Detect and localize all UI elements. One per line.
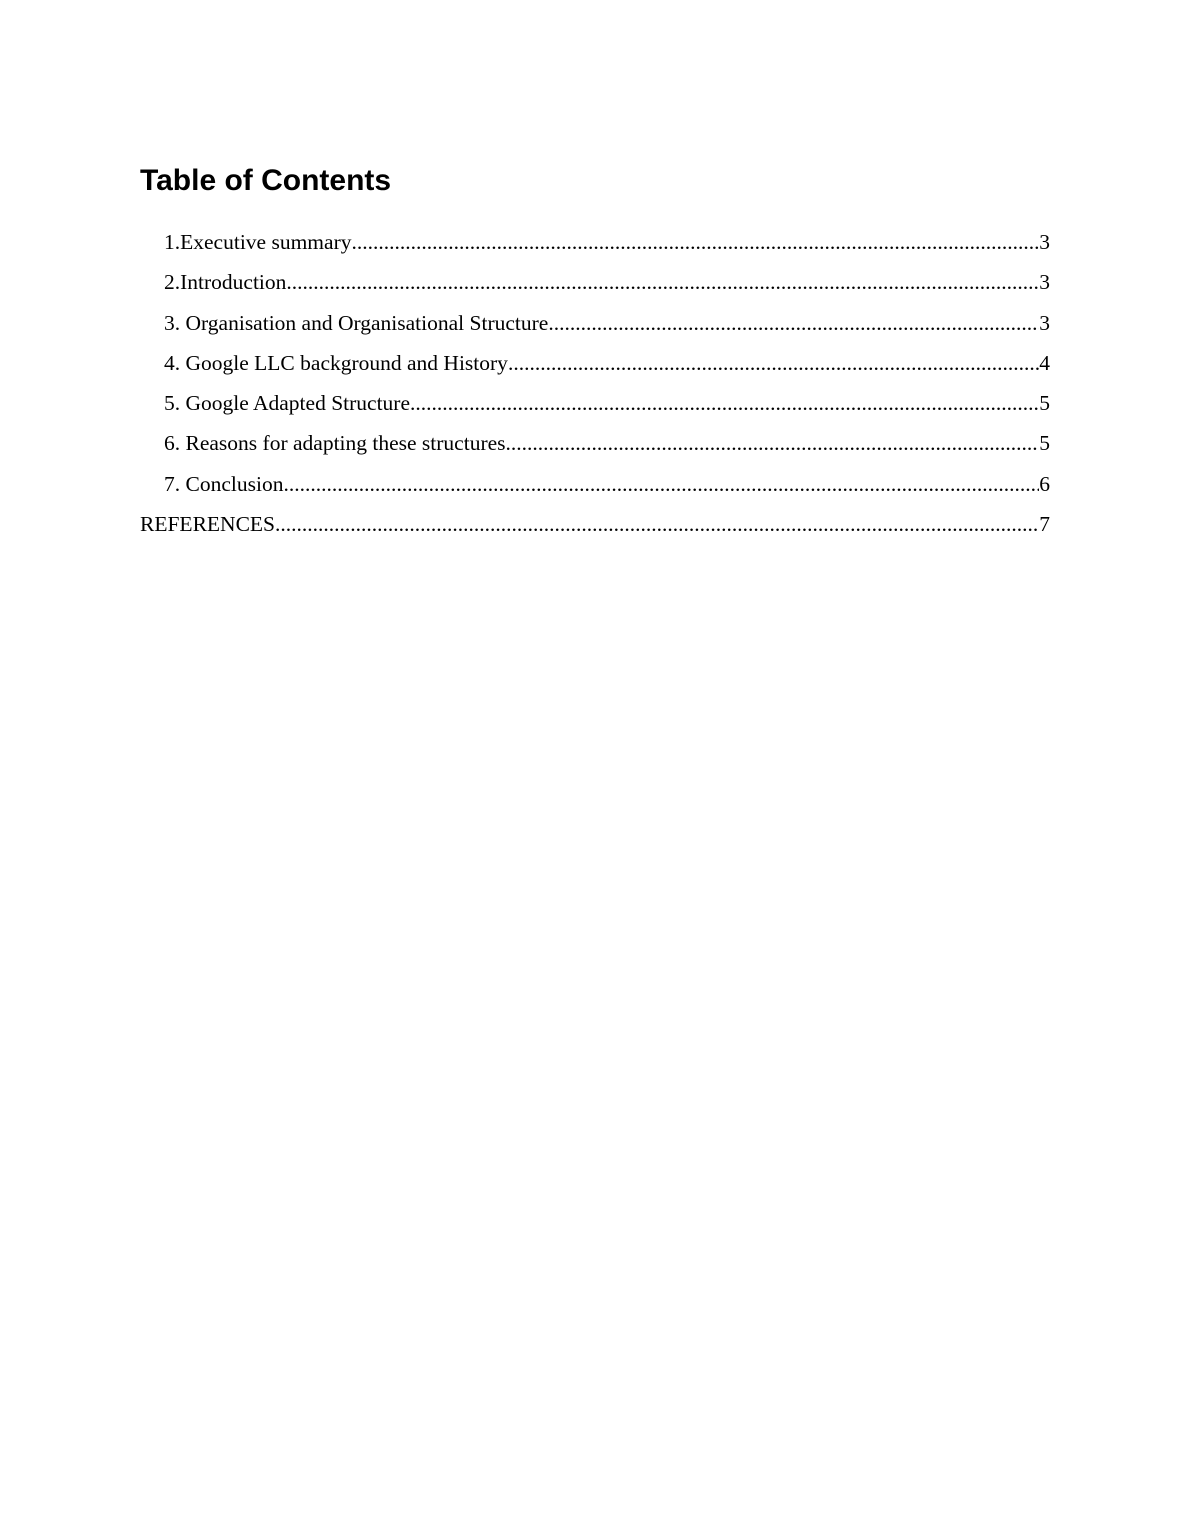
toc-entry-conclusion[interactable] (140, 468, 1050, 508)
toc-dot-leader (275, 508, 1039, 541)
toc-entry-text: 7. Conclusion (164, 471, 284, 496)
toc-title: Table of Contents (140, 164, 392, 197)
toc-dot-leader (508, 347, 1039, 380)
toc-page-number: 6 (1039, 471, 1050, 496)
toc-page-number: 3 (1039, 310, 1050, 335)
toc-dot-leader (506, 427, 1040, 460)
toc-entry-text: 3. Organisation and Organisational Structure (164, 310, 549, 335)
toc-entry-introduction[interactable] (140, 266, 1050, 306)
toc-page-number: 7 (1039, 512, 1050, 537)
toc-dot-leader (410, 387, 1039, 420)
toc-entry-text: 4. Google LLC background and History (164, 350, 508, 375)
toc-entry-google-adapted-structure[interactable] (140, 387, 1050, 427)
toc-dot-leader (548, 307, 1039, 340)
toc-entry-reasons[interactable] (140, 427, 1050, 467)
toc-entry-text: 5. Google Adapted Structure (164, 391, 411, 416)
toc-entry-text: REFERENCES (140, 512, 275, 537)
toc-dot-leader (286, 266, 1039, 299)
toc-entry-text: 2.Introduction (164, 270, 287, 295)
toc-entry-text: 1.Executive summary (164, 230, 352, 254)
toc-dot-leader (351, 226, 1039, 259)
toc-page-number: 5 (1039, 391, 1050, 416)
toc-list (140, 226, 1050, 548)
toc-entry-executive-summary[interactable] (140, 226, 1050, 266)
toc-page-number: 4 (1039, 350, 1050, 375)
toc-page-number: 3 (1039, 270, 1050, 295)
toc-entry-references[interactable] (140, 508, 1050, 548)
toc-entry-google-background[interactable] (140, 347, 1050, 387)
toc-entry-organisation-structure[interactable] (140, 307, 1050, 347)
toc-page-number: 3 (1039, 230, 1050, 254)
toc-page-number: 5 (1039, 431, 1050, 456)
toc-entry-text: 6. Reasons for adapting these structures (164, 431, 506, 456)
toc-dot-leader (283, 468, 1039, 501)
